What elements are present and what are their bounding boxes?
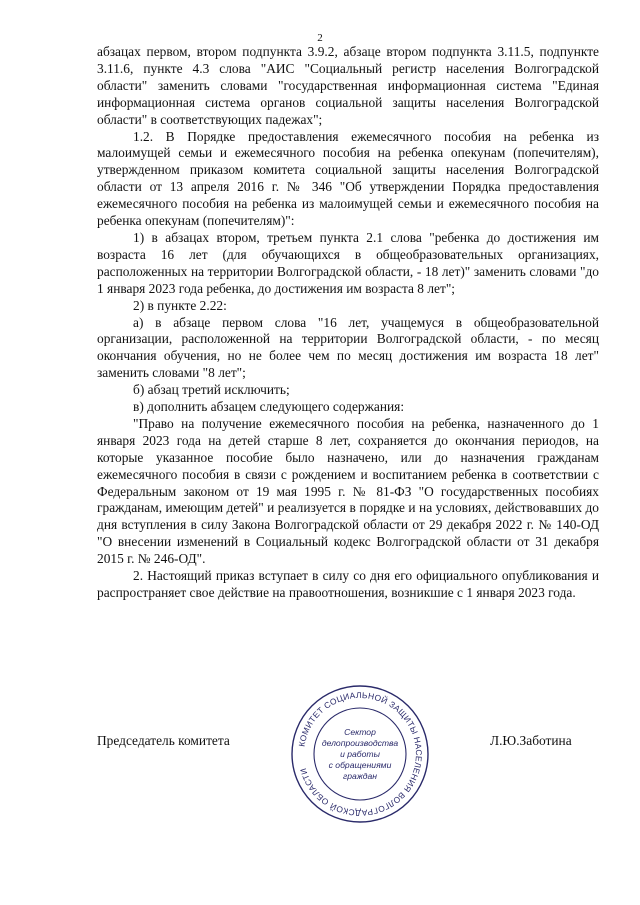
paragraph-continuation: абзацах первом, втором подпункта 3.9.2, абзаце втором подпункта 3.11.5, подпункте 3.11.6, пункте 4.3 слова "АИС "Социальный регистр населения Волгоградской области" заменить словами "государственная информационная система "Единая информационная система органов социальной защиты населения Волгоградской области" в соответствующих падежах";	[97, 44, 599, 127]
paragraph-item-1: 1) в абзацах втором, третьем пункта 2.1 слова "ребенка до достижения им возраста 16 лет (для обучающихся в общеобразовательных организациях, расположенных на территории Волгоградской области, - 18 лет)" заменить словами "до 1 января 2023 года ребенка, до достижения им возраста 8 лет";	[97, 229, 599, 296]
paragraph-subitem-a: а) в абзаце первом слова "16 лет, учащемуся в общеобразовательной организации, расположенной на территории Волгоградской области, - по месяц окончания обучения, но не более чем по месяц достижения им возраста 18 лет" заменить словами "8 лет";	[97, 314, 599, 381]
svg-text:Сектор: Сектор	[344, 727, 376, 737]
official-stamp	[289, 683, 431, 825]
svg-text:делопроизводства: делопроизводства	[321, 738, 399, 748]
stamp-center-text	[322, 727, 399, 781]
paragraph-1-2: 1.2. В Порядке предоставления ежемесячного пособия на ребенка из малоимущей семьи и ежемесячного пособия на ребенка опекунам (попечителям), утвержденном приказом комитета социальной защиты населения Волгоградской области от 13 апреля 2016 г. № 346 "Об утверждении Порядка предоставления ежемесячного пособия на ребенка из малоимущей семьи и ежемесячного пособия на ребенка опекунам (попечителям)":	[97, 128, 599, 229]
paragraph-2-effective: 2. Настоящий приказ вступает в силу со дня его официального опубликования и распространяет свое действие на правоотношения, возникшие с 1 января 2023 года.	[97, 568, 599, 600]
paragraph-subitem-v: в) дополнить абзацем следующего содержания:	[133, 399, 405, 415]
paragraph-quoted-addition: "Право на получение ежемесячного пособия на ребенка, назначенного до 1 января 2023 года на детей старше 8 лет, сохраняется до окончания периодов, на которые указанное пособие было назначено, или до назначения гражданам ежемесячного пособия в связи с рождением и воспитанием ребенка в соответствии с Федеральным законом от 19 мая 1995 г. № 81-ФЗ "О государственных пособиях гражданам, имеющим детей" и реализуется в порядке и на условиях, действовавших до дня вступления в силу Закона Волгоградской области от 29 декабря 2022 г. № 140-ОД "О внесении изменений в Социальный кодекс Волгоградской области от 31 декабря 2015 г. № 246-ОД".	[97, 415, 599, 567]
stamp-ring-text: КОМИТЕТ СОЦИАЛЬНОЙ ЗАЩИТЫ НАСЕЛЕНИЯ ВОЛГОГРАДСКОЙ ОБЛАСТИ	[296, 689, 425, 819]
svg-text:и работы: и работы	[340, 749, 380, 759]
svg-text:с обращениями: с обращениями	[328, 760, 392, 770]
signature-name: Л.Ю.Заботина	[490, 733, 572, 748]
signature-title: Председатель комитета	[97, 733, 230, 748]
document-body	[97, 44, 599, 602]
paragraph-subitem-b: б) абзац третий исключить;	[133, 382, 290, 398]
svg-text:граждан: граждан	[343, 771, 377, 781]
paragraph-item-2: 2) в пункте 2.22:	[133, 297, 227, 313]
page-number: 2	[317, 32, 323, 44]
